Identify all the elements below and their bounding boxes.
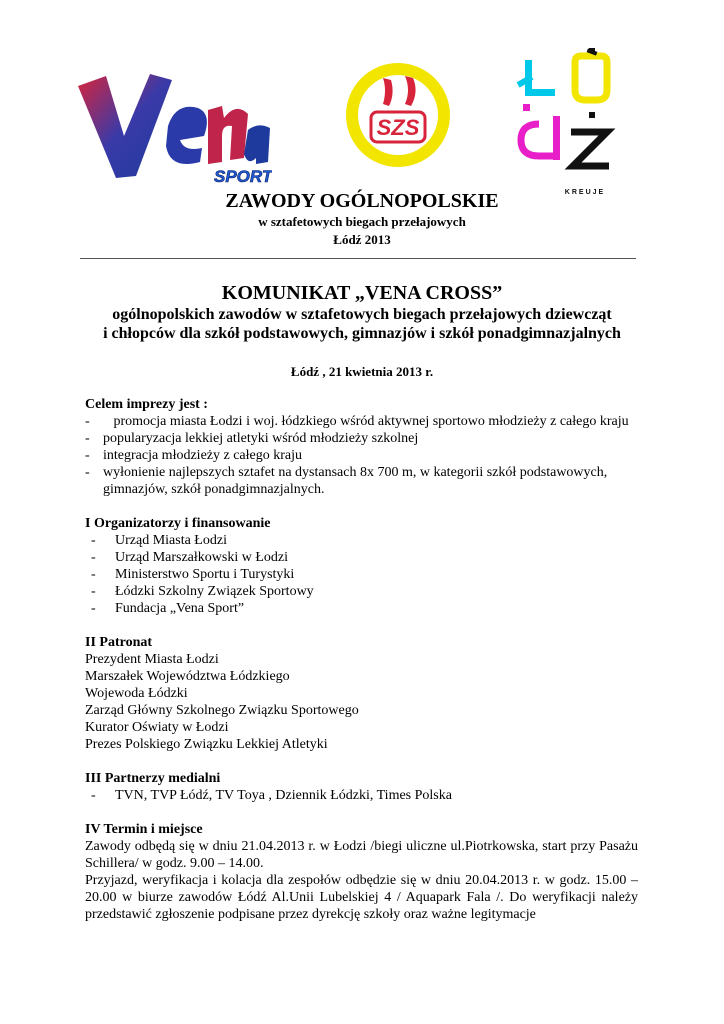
- list-item: Kurator Oświaty w Łodzi: [85, 720, 229, 735]
- kreuje-label: KREUJE: [564, 189, 606, 196]
- vena-sport-logo: [72, 66, 272, 186]
- patronage-heading: II Patronat: [85, 635, 153, 650]
- event-subtitle: w sztafetowych biegach przełajowych: [258, 214, 466, 229]
- list-item: Marszałek Województwa Łódzkiego: [85, 669, 290, 684]
- event-place-year: Łódź 2013: [333, 232, 391, 247]
- list-item: Zarząd Główny Szkolnego Związku Sportowego: [85, 703, 359, 718]
- date-place-paragraph-1: Zawody odbędą się w dniu 21.04.2013 r. w Łodzi /biegi uliczne ul.Piotrkowska, start przy Pasażu Schillera/ w godz. 9.00 – 14.00.: [85, 839, 638, 871]
- event-title: ZAWODY OGÓLNOPOLSKIE: [225, 190, 499, 212]
- komunikat-title: KOMUNIKAT „VENA CROSS”: [221, 282, 503, 304]
- logo-row: [0, 40, 724, 200]
- szs-label: SZS: [376, 115, 420, 140]
- list-item: Prezydent Miasta Łodzi: [85, 652, 219, 667]
- goals-heading: Celem imprezy jest :: [85, 397, 208, 412]
- szs-logo: [343, 60, 453, 170]
- organizers-list: [85, 532, 638, 617]
- list-item: Wojewoda Łódzki: [85, 686, 188, 701]
- list-item: - integracja młodzieży z całego kraju: [85, 447, 638, 464]
- list-item: - popularyzacja lekkiej atletyki wśród młodzieży szkolnej: [85, 430, 638, 447]
- date-place-heading: IV Termin i miejsce: [85, 822, 203, 837]
- list-item: - Łódzki Szkolny Związek Sportowy: [85, 583, 638, 600]
- komunikat-line-2: i chłopców dla szkół podstawowych, gimnazjów i szkół ponadgimnazjalnych: [103, 325, 621, 342]
- list-item: - TVN, TVP Łódź, TV Toya , Dziennik Łódzki, Times Polska: [85, 787, 638, 804]
- list-item: - wyłonienie najlepszych sztafet na dystansach 8x 700 m, w kategorii szkół podstawowych, gimnazjów, szkół ponadgimnazjalnych.: [85, 464, 638, 498]
- list-item: - promocja miasta Łodzi i woj. łódzkiego wśród aktywnej sportowo młodzieży z całego kraju: [85, 413, 638, 430]
- patronage-list: [85, 651, 638, 753]
- list-item: - Ministerstwo Sportu i Turystyki: [85, 566, 638, 583]
- list-item: Prezes Polskiego Związku Lekkiej Atletyki: [85, 737, 328, 752]
- date-place-paragraph-2: Przyjazd, weryfikacja i kolacja dla zespołów odbędzie się w dniu 20.04.2013 r. w godz. 15.00 – 20.00 w biurze zawodów Łódź Al.Unii Lubelskiej 4 / Aquapark Fala /. Do weryfikacji należy przedstawić zgłoszenie podpisane przez dyrekcję szkoły oraz ważne legitymacje: [85, 873, 638, 922]
- komunikat-line-1: ogólnopolskich zawodów w sztafetowych biegach przełajowych dziewcząt: [112, 306, 612, 323]
- organizers-heading: I Organizatorzy i finansowanie: [85, 516, 271, 531]
- list-item: - Urząd Marszałkowski w Łodzi: [85, 549, 638, 566]
- goals-list: [85, 413, 638, 498]
- header-divider: [80, 258, 636, 259]
- media-partners-heading: III Partnerzy medialni: [85, 771, 221, 786]
- list-item: - Urząd Miasta Łodzi: [85, 532, 638, 549]
- komunikat-date: Łódź , 21 kwietnia 2013 r.: [290, 364, 434, 379]
- media-partners-list: [85, 787, 638, 804]
- vena-sport-label: SPORT: [214, 167, 272, 186]
- lodz-kreuje-logo: [515, 48, 625, 198]
- list-item: - Fundacja „Vena Sport”: [85, 600, 638, 617]
- document-body: [85, 396, 638, 923]
